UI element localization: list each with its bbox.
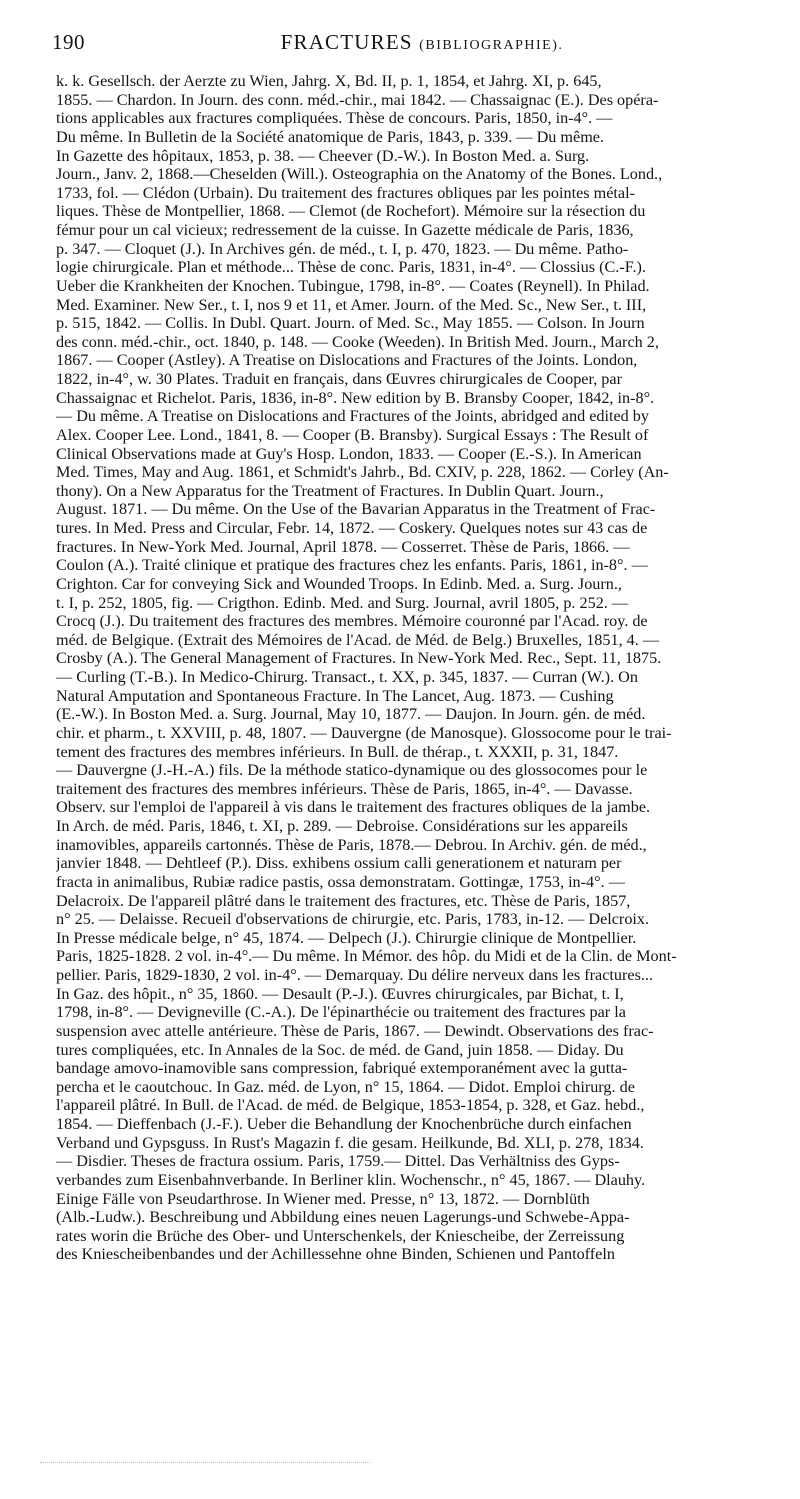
text-line: fractures. In New-York Med. Journal, April 1878. — Cosserret. Thèse de Paris, 1866. —: [56, 537, 630, 556]
bibliography-text: [56, 72, 768, 1264]
text-line: 1733, fol. — Clédon (Urbain). Du traitement des fractures obliques par les pointes métal-: [56, 183, 635, 202]
text-line: Crosby (A.). The General Management of Fractures. In New-York Med. Rec., Sept. 11, 1875.: [56, 649, 662, 668]
text-line: Natural Amputation and Spontaneous Fracture. In The Lancet, Aug. 1873. — Cushing: [56, 686, 614, 705]
text-line: pellier. Paris, 1829-1830, 2 vol. in-4°. — Demarquay. Du délire nerveux dans les fractures...: [56, 966, 654, 984]
text-line: chir. et pharm., t. XXVIII, p. 48, 1807. — Dauvergne (de Manosque). Glossocome pour le trai-: [56, 723, 672, 742]
text-line: janvier 1848. — Dehtleef (P.). Diss. exhibens ossium calli generationem et naturam per: [56, 854, 622, 873]
text-line: traitement des fractures des membres inférieurs. Thèse de Paris, 1865, in-4°. — Davasse.: [56, 779, 633, 798]
text-line: tures. In Med. Press and Circular, Febr. 14, 1872. — Coskery. Quelques notes sur 43 cas de: [56, 519, 648, 537]
text-line: In Gaz. des hôpit., n° 35, 1860. — Desault (P.-J.). Œuvres chirurgicales, par Bichat, t. I,: [56, 984, 624, 1003]
page-header: [52, 30, 752, 60]
text-line: inamovibles, appareils cartonnés. Thèse de Paris, 1878.— Debrou. In Archiv. gén. de méd.,: [56, 835, 647, 854]
text-line: In Arch. de méd. Paris, 1846, t. XI, p. 289. — Debroise. Considérations sur les appareils: [56, 817, 628, 835]
text-line: 1867. — Cooper (Astley). A Treatise on Dislocations and Fractures of the Joints. London,: [56, 351, 638, 370]
text-line: p. 347. — Cloquet (J.). In Archives gén. de méd., t. I, p. 470, 1823. — Du même. Patho-: [56, 239, 629, 258]
text-line: 1855. — Chardon. In Journ. des conn. méd.-chir., mai 1842. — Chassaignac (E.). Des opéra-: [56, 90, 659, 109]
text-line: (E.-W.). In Boston Med. a. Surg. Journal, May 10, 1877. — Daujon. In Journ. gén. de méd.: [56, 705, 646, 724]
text-line: In Gazette des hôpitaux, 1853, p. 38. — Cheever (D.-W.). In Boston Med. a. Surg.: [56, 146, 590, 165]
page-number: 190: [52, 30, 85, 54]
text-line: méd. de Belgique. (Extrait des Mémoires de l'Acad. de Méd. de Belg.) Bruxelles, 1851, 4. —: [56, 630, 660, 649]
text-line: p. 515, 1842. — Collis. In Dubl. Quart. Journ. of Med. Sc., May 1855. — Colson. In Journ: [56, 314, 645, 333]
text-line: suspension avec attelle antérieure. Thèse de Paris, 1867. — Dewindt. Observations des frac-: [56, 1021, 654, 1040]
running-title: [52, 30, 752, 55]
text-line: Med. Examiner. New Ser., t. I, nos 9 et 11, et Amer. Journ. of the Med. Sc., New Ser., t. III,: [56, 295, 647, 314]
text-line: tement des fractures des membres inférieurs. In Bull. de thérap., t. XXXII, p. 31, 1847.: [56, 742, 619, 761]
text-line: Alex. Cooper Lee. Lond., 1841, 8. — Cooper (B. Bransby). Surgical Essays : The Result of: [56, 425, 649, 444]
text-line: thony). On a New Apparatus for the Treatment of Fractures. In Dublin Quart. Journ.,: [56, 481, 604, 500]
text-line: Du même. In Bulletin de la Société anatomique de Paris, 1843, p. 339. — Du même.: [56, 127, 605, 146]
text-line: 1798, in-8°. — Devigneville (C.-A.). De l'épinarthécie ou traitement des fractures par la: [56, 1003, 626, 1022]
text-line: Journ., Janv. 2, 1868.—Cheselden (Will.). Osteographia on the Anatomy of the Bones. Lond.,: [56, 165, 663, 184]
text-line: — Curling (T.-B.). In Medico-Chirurg. Transact., t. XX, p. 345, 1837. — Curran (W.). On: [56, 668, 638, 686]
text-line: — Disdier. Theses de fractura ossium. Paris, 1759.— Dittel. Das Verhältniss des Gyps-: [56, 1152, 620, 1171]
text-line: Verband und Gypsguss. In Rust's Magazin f. die gesam. Heilkunde, Bd. XLI, p. 278, 1834.: [56, 1133, 644, 1152]
running-title-sub: (BIBLIOGRAPHIE).: [419, 38, 564, 53]
text-line: rates worin die Brüche des Ober- und Unterschenkels, der Kniescheibe, der Zerreissung: [56, 1226, 625, 1245]
text-line: des Kniescheibenbandes und der Achillessehne ohne Binden, Schienen und Pantoffeln: [56, 1245, 615, 1264]
text-line: Crocq (J.). Du traitement des fractures des membres. Mémoire couronné par l'Acad. roy. de: [56, 612, 648, 631]
text-line: August. 1871. — Du même. On the Use of the Bavarian Apparatus in the Treatment of Frac-: [56, 500, 656, 519]
text-line: verbandes zum Eisenbahnverbande. In Berliner klin. Wochenschr., n° 45, 1867. — Dlauhy.: [56, 1170, 646, 1189]
text-line: Clinical Observations made at Guy's Hosp. London, 1833. — Cooper (E.-S.). In American: [56, 444, 642, 463]
text-line: fémur pour un cal vicieux; redressement de la cuisse. In Gazette médicale de Paris, 1836,: [56, 221, 634, 239]
running-title-main: FRACTURES: [280, 30, 413, 54]
text-line: In Presse médicale belge, n° 45, 1874. — Delpech (J.). Chirurgie clinique de Montpellier.: [56, 928, 637, 947]
footer-rule: [40, 1462, 370, 1463]
text-line: des conn. méd.-chir., oct. 1840, p. 148. — Cooke (Weeden). In British Med. Journ., March 2,: [56, 332, 659, 351]
text-line: (Alb.-Ludw.). Beschreibung und Abbildung eines neuen Lagerungs-und Schwebe-Appa-: [56, 1208, 630, 1227]
text-line: Delacroix. De l'appareil plâtré dans le traitement des fractures, etc. Thèse de Paris, 1857,: [56, 891, 631, 910]
text-line: Paris, 1825-1828. 2 vol. in-4°.— Du même. In Mémor. des hôp. du Midi et de la Clin. de Mont-: [56, 947, 677, 966]
text-line: Observ. sur l'emploi de l'appareil à vis dans le traitement des fractures obliques de la jambe.: [56, 798, 651, 817]
text-line: Crighton. Car for conveying Sick and Wounded Troops. In Edinb. Med. a. Surg. Journ.,: [56, 574, 622, 593]
text-line: Einige Fälle von Pseudarthrose. In Wiener med. Presse, n° 13, 1872. — Dornblüth: [56, 1189, 590, 1208]
text-line: tures compliquées, etc. In Annales de la Soc. de méd. de Gand, juin 1858. — Diday. Du: [56, 1040, 624, 1059]
text-line: Med. Times, May and Aug. 1861, et Schmidt's Jahrb., Bd. CXIV, p. 228, 1862. — Corley (An-: [56, 463, 669, 482]
text-line: — Du même. A Treatise on Dislocations and Fractures of the Joints, abridged and edited by: [56, 407, 649, 426]
text-line: t. I, p. 252, 1805, fig. — Crigthon. Edinb. Med. and Surg. Journal, avril 1805, p. 252. —: [56, 593, 629, 612]
text-line: Ueber die Krankheiten der Knochen. Tubingue, 1798, in-8°. — Coates (Reynell). In Philad.: [56, 276, 650, 295]
text-line: 1854. — Dieffenbach (J.-F.). Ueber die Behandlung der Knochenbrüche durch einfachen: [56, 1115, 632, 1133]
text-line: k. k. Gesellsch. der Aerzte zu Wien, Jahrg. X, Bd. II, p. 1, 1854, et Jahrg. XI, p. 645,: [56, 72, 602, 90]
text-line: percha et le caoutchouc. In Gaz. méd. de Lyon, n° 15, 1864. — Didot. Emploi chirurg. de: [56, 1077, 635, 1096]
text-line: Coulon (A.). Traité clinique et pratique des fractures chez les enfants. Paris, 1861, in-8°. —: [56, 556, 648, 575]
text-line: 1822, in-4°, w. 30 Plates. Traduit en français, dans Œuvres chirurgicales de Cooper, par: [56, 370, 622, 388]
text-line: fracta in animalibus, Rubiæ radice pastis, ossa demonstratam. Gottingæ, 1753, in-4°. —: [56, 872, 625, 891]
text-line: — Dauvergne (J.-H.-A.) fils. De la méthode statico-dynamique ou des glossocomes pour le: [56, 761, 648, 780]
text-line: Chassaignac et Richelot. Paris, 1836, in-8°. New edition by B. Bransby Cooper, 1842, in-8°.: [56, 388, 655, 407]
text-line: n° 25. — Delaisse. Recueil d'observations de chirurgie, etc. Paris, 1783, in-12. — Delcroix.: [56, 910, 650, 929]
text-line: liques. Thèse de Montpellier, 1868. — Clemot (de Rochefort). Mémoire sur la résection du: [56, 202, 646, 221]
text-line: logie chirurgicale. Plan et méthode... Thèse de conc. Paris, 1831, in-4°. — Clossius (C.-F.).: [56, 258, 646, 277]
text-line: bandage amovo-inamovible sans compression, fabriqué extemporanément avec la gutta-: [56, 1059, 628, 1078]
text-line: l'appareil plâtré. In Bull. de l'Acad. de méd. de Belgique, 1853-1854, p. 328, et Gaz. hebd.,: [56, 1096, 645, 1115]
text-line: tions applicables aux fractures compliquées. Thèse de concours. Paris, 1850, in-4°. —: [56, 109, 613, 128]
